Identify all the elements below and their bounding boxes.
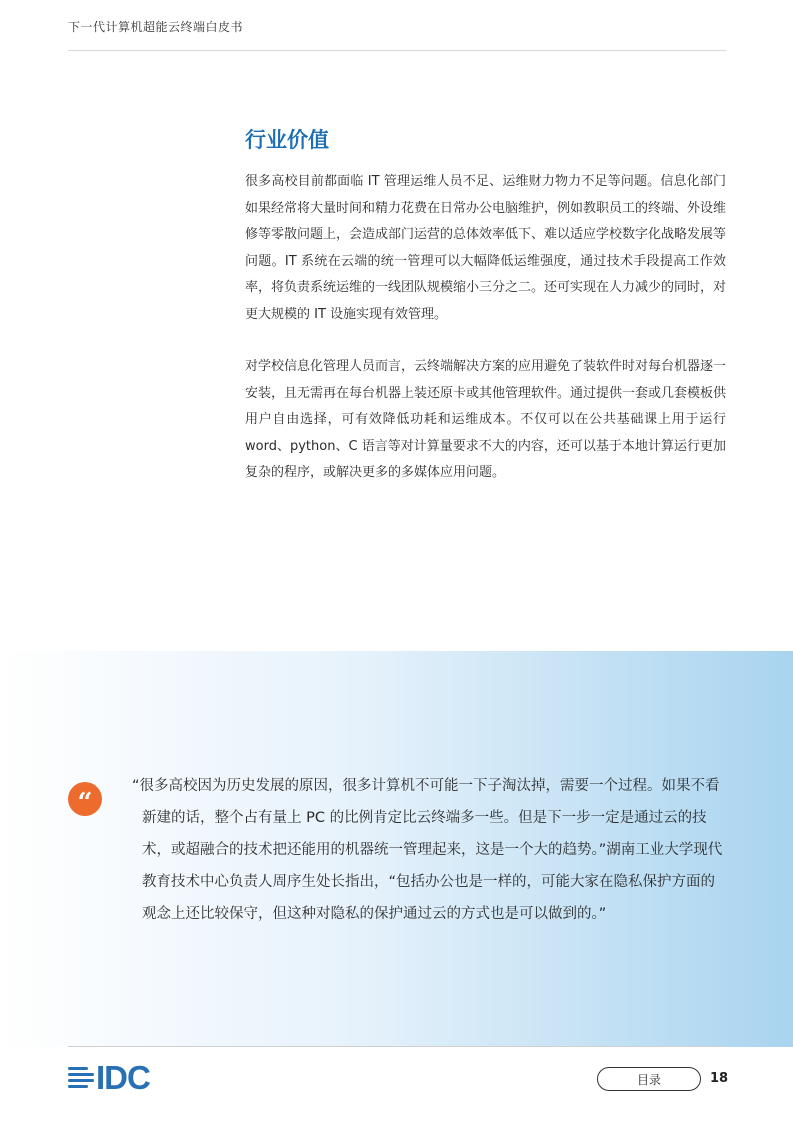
- body-paragraph-2: 对学校信息化管理人员而言，云终端解决方案的应用避免了装软件时对每台机器逐一安装，且无需再在每台机器上装还原卡或其他管理软件。通过提供一套或几套模板供用户自由选择，可有效降低功耗和运维成本。不仅可以在公共基础课上用于运行 word、python、C 语言等对计算量要求不大的内容，还可以基于本地计算运行更加复杂的程序，或解决更多的多媒体应用问题。: [245, 359, 727, 480]
- quote-icon: “: [68, 782, 102, 816]
- running-header: 下一代计算机超能云终端白皮书: [68, 20, 244, 34]
- idc-logo[interactable]: [68, 1061, 150, 1095]
- section-title: 行业价值: [245, 128, 329, 152]
- page-number: 18: [710, 1071, 729, 1086]
- header-divider: [68, 50, 726, 51]
- pull-quote: “很多高校因为历史发展的原因，很多计算机不可能一下子淘汰掉，需要一个过程。如果不看新建的话，整个占有量上 PC 的比例肯定比云终端多一些。但是下一步一定是通过云的技术，或超融合的技术把还能用的机器统一管理起来，这是一个大的趋势。”湖南工业大学现代教育技术中心负责人周序生处长指出，“包括办公也是一样的，可能大家在隐私保护方面的观念上还比较保守，但这种对隐私的保护通过云的方式也是可以做到的。”: [132, 778, 723, 922]
- body-paragraph-1: 很多高校目前都面临 IT 管理运维人员不足、运维财力物力不足等问题。信息化部门如果经常将大量时间和精力花费在日常办公电脑维护，例如教职员工的终端、外设维修等零散问题上，会造成部门运营的总体效率低下、难以适应学校数字化战略发展等问题。IT 系统在云端的统一管理可以大幅降低运维强度，通过技术手段提高工作效率，将负责系统运维的一线团队规模缩小三分之二。还可实现在人力减少的同时，对更大规模的 IT 设施实现有效管理。: [245, 174, 727, 322]
- logo-text: IDC: [96, 1059, 150, 1096]
- toc-button[interactable]: 目录: [597, 1067, 701, 1091]
- footer-divider: [68, 1046, 726, 1047]
- logo-lines-icon: [68, 1065, 94, 1091]
